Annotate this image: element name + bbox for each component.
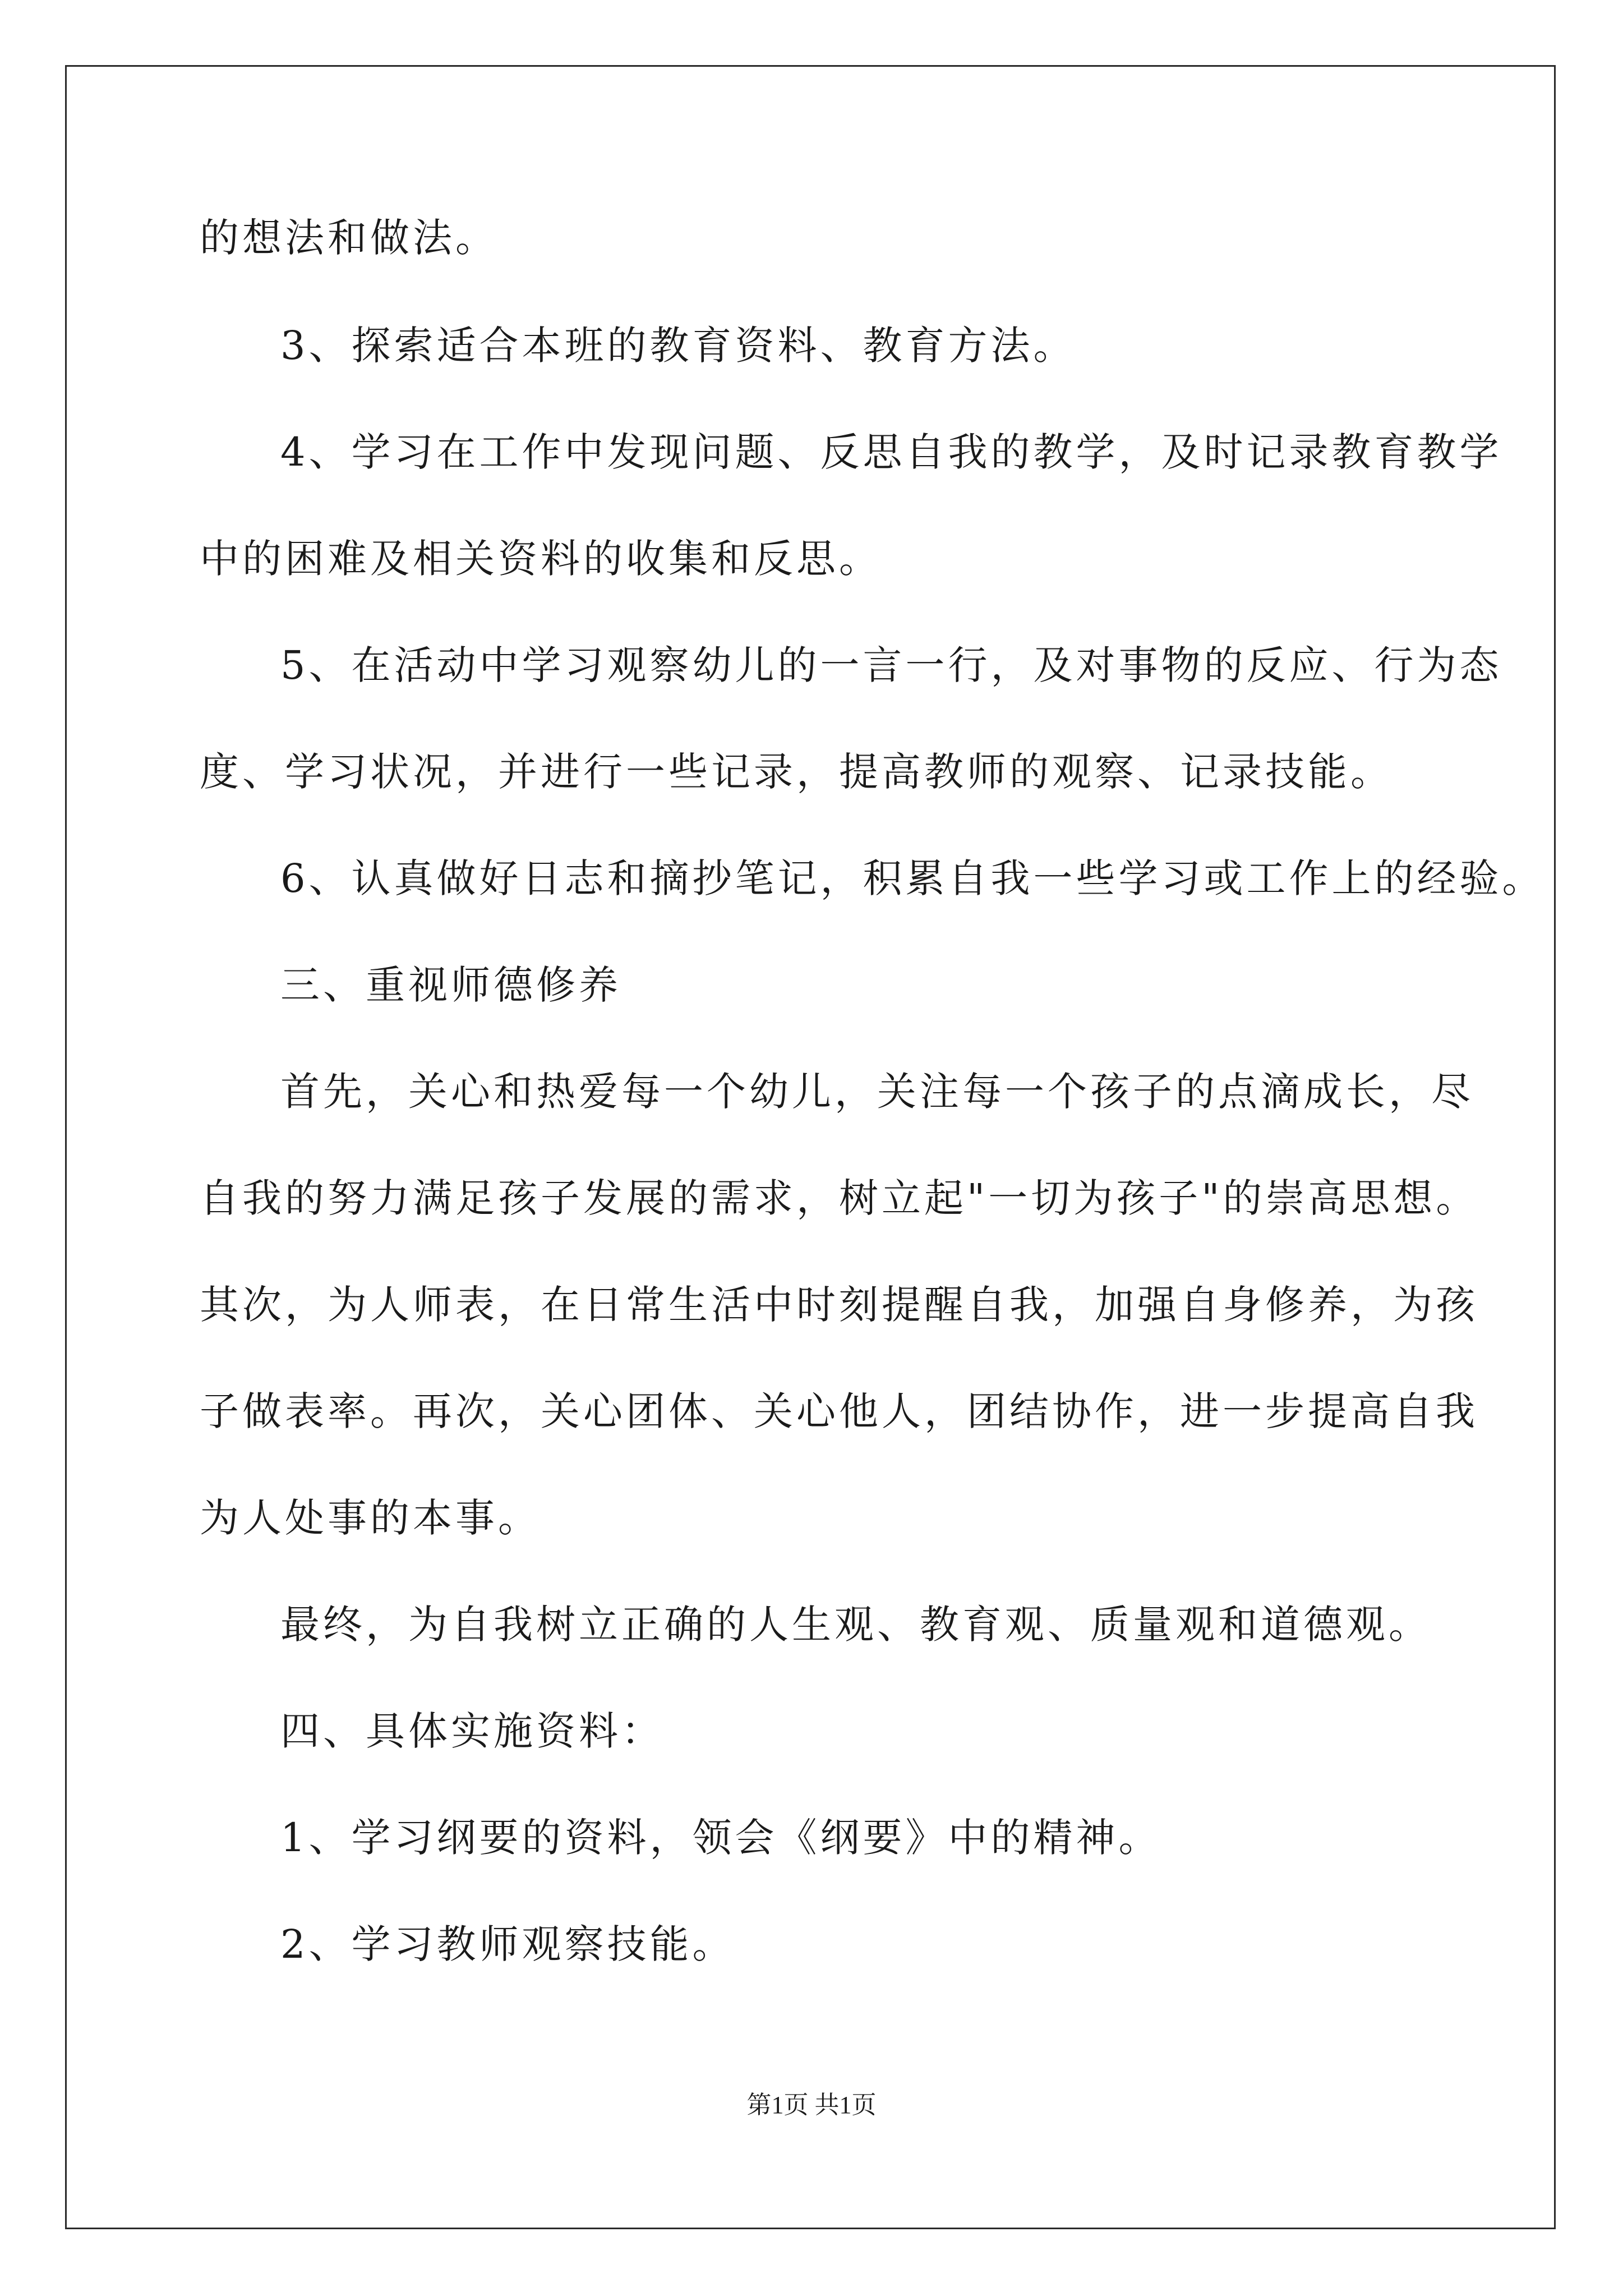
section-heading: 三、重视师德修养 xyxy=(280,962,621,1008)
page-border xyxy=(65,65,1556,2229)
paragraph-line: 4、学习在工作中发现问题、反思自我的教学，及时记录教育教学 xyxy=(280,429,1502,475)
paragraph-line: 3、探索适合本班的教育资料、教育方法。 xyxy=(280,323,1076,369)
paragraph-line: 首先，关心和热爱每一个幼儿，关注每一个孩子的点滴成长，尽 xyxy=(280,1069,1474,1115)
paragraph-line: 其次，为人师表，在日常生活中时刻提醒自我，加强自身修养，为孩 xyxy=(200,1282,1478,1328)
paragraph-line: 的想法和做法。 xyxy=(200,215,498,261)
paragraph-line: 为人处事的本事。 xyxy=(200,1495,541,1541)
section-heading: 四、具体实施资料： xyxy=(280,1708,664,1754)
paragraph-line: 2、学习教师观察技能。 xyxy=(280,1921,735,1967)
paragraph-line: 子做表率。再次，关心团体、关心他人，团结协作，进一步提高自我 xyxy=(200,1388,1478,1434)
paragraph-line: 度、学习状况，并进行一些记录，提高教师的观察、记录技能。 xyxy=(200,749,1393,795)
paragraph-line: 1、学习纲要的资料，领会《纲要》中的精神。 xyxy=(280,1815,1161,1861)
paragraph-line: 5、在活动中学习观察幼儿的一言一行，及对事物的反应、行为态 xyxy=(280,642,1502,688)
paragraph-line: 最终，为自我树立正确的人生观、教育观、质量观和道德观。 xyxy=(280,1602,1431,1648)
paragraph-line: 6、认真做好日志和摘抄笔记，积累自我一些学习或工作上的经验。 xyxy=(280,855,1545,901)
paragraph-line: 自我的努力满足孩子发展的需求，树立起"一切为孩子"的崇高思想。 xyxy=(200,1175,1479,1221)
paragraph-line: 中的困难及相关资料的收集和反思。 xyxy=(200,536,882,582)
page-number: 第1页 共1页 xyxy=(746,2091,877,2119)
